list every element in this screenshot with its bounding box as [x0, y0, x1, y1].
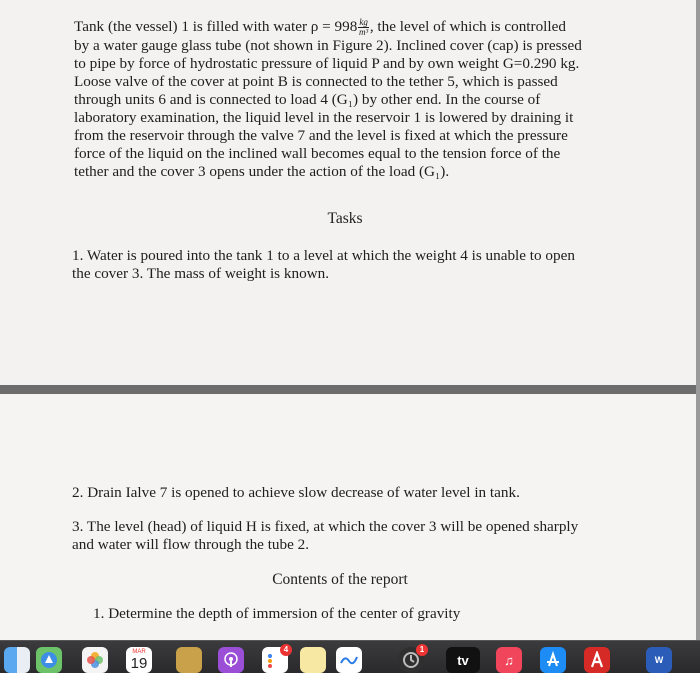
task-3-line-1: 3. The level (head) of liquid H is fixed, at which the cover 3 will be opened sharply	[72, 518, 579, 535]
maps-icon[interactable]	[36, 647, 62, 673]
report-item-1: 1. Determine the depth of immersion of the center of gravity	[93, 605, 461, 622]
intro-line: by a water gauge glass tube (not shown in Figure 2). Inclined cover (cap) is pressed	[74, 37, 582, 55]
window-edge	[696, 0, 700, 640]
reminders-badge: 4	[280, 644, 292, 656]
task-3-line-2: and water will flow through the tube 2.	[72, 536, 310, 553]
task-1-line-2: the cover 3. The mass of weight is known.	[72, 265, 330, 282]
task-2-text-a: 2. Drain	[72, 484, 126, 501]
task-1-line-1: 1. Water is poured into the tank 1 to a level at which the weight 4 is unable to open	[72, 247, 575, 264]
unit-numerator: kg	[359, 17, 368, 28]
intro-line: through units 6 and is connected to load 4 (G₁) by other end. In the course of	[74, 91, 541, 109]
calendar-icon[interactable]	[126, 647, 152, 673]
intro-text-end: , the level of which is controlled	[369, 18, 566, 35]
apple-tv-label: tv	[457, 652, 469, 668]
task-1	[72, 247, 622, 283]
intro-line: tether and the cover 3 opens under the action of the load (G₁).	[74, 163, 450, 181]
word-icon[interactable]	[646, 647, 672, 673]
intro-paragraph	[74, 18, 622, 181]
word-label: W	[654, 655, 664, 665]
page-divider	[0, 385, 696, 394]
report-heading: Contents of the report	[272, 571, 408, 588]
finder-icon[interactable]	[4, 647, 30, 673]
task-3	[72, 518, 622, 554]
calendar-month: MAR	[132, 649, 146, 655]
intro-text-start: Tank (the vessel) 1 is filled with water ρ = 998	[74, 18, 358, 35]
text-cursor-icon: I	[125, 484, 131, 501]
density-unit	[358, 18, 369, 37]
screen-time-badge: 1	[416, 644, 428, 656]
task-2	[72, 484, 622, 502]
calendar-day: 19	[130, 655, 148, 672]
dock	[0, 640, 700, 673]
unit-denominator: m³	[358, 27, 369, 38]
task-2-text-b: alve 7 is opened to achieve slow decrease of water level in tank.	[130, 484, 520, 501]
document-page-bottom	[0, 394, 696, 640]
notes-icon[interactable]	[176, 647, 202, 673]
freeform-icon[interactable]	[336, 647, 362, 673]
music-icon[interactable]: ♫	[496, 647, 522, 673]
apple-tv-icon[interactable]	[446, 647, 480, 673]
intro-line: laboratory examination, the liquid level in the reservoir 1 is lowered by draining it	[74, 109, 574, 127]
intro-line: from the reservoir through the valve 7 and the level is fixed at which the pressure	[74, 127, 568, 145]
photos-icon[interactable]	[82, 647, 108, 673]
podcasts-icon[interactable]	[218, 647, 244, 673]
intro-line-1	[74, 18, 622, 37]
acrobat-icon[interactable]	[584, 647, 610, 673]
tasks-heading: Tasks	[327, 210, 363, 227]
reminders-icon[interactable]	[262, 647, 288, 673]
screen-time-icon[interactable]	[398, 647, 424, 673]
intro-line: to pipe by force of hydrostatic pressure of liquid P and by own weight G=0.290 kg.	[74, 55, 580, 73]
app-store-icon[interactable]	[540, 647, 566, 673]
intro-line: Loose valve of the cover at point B is connected to the tether 5, which is passed	[74, 73, 558, 91]
notes-app-icon[interactable]	[300, 647, 326, 673]
intro-line: force of the liquid on the inclined wall becomes equal to the tension force of the	[74, 145, 561, 163]
